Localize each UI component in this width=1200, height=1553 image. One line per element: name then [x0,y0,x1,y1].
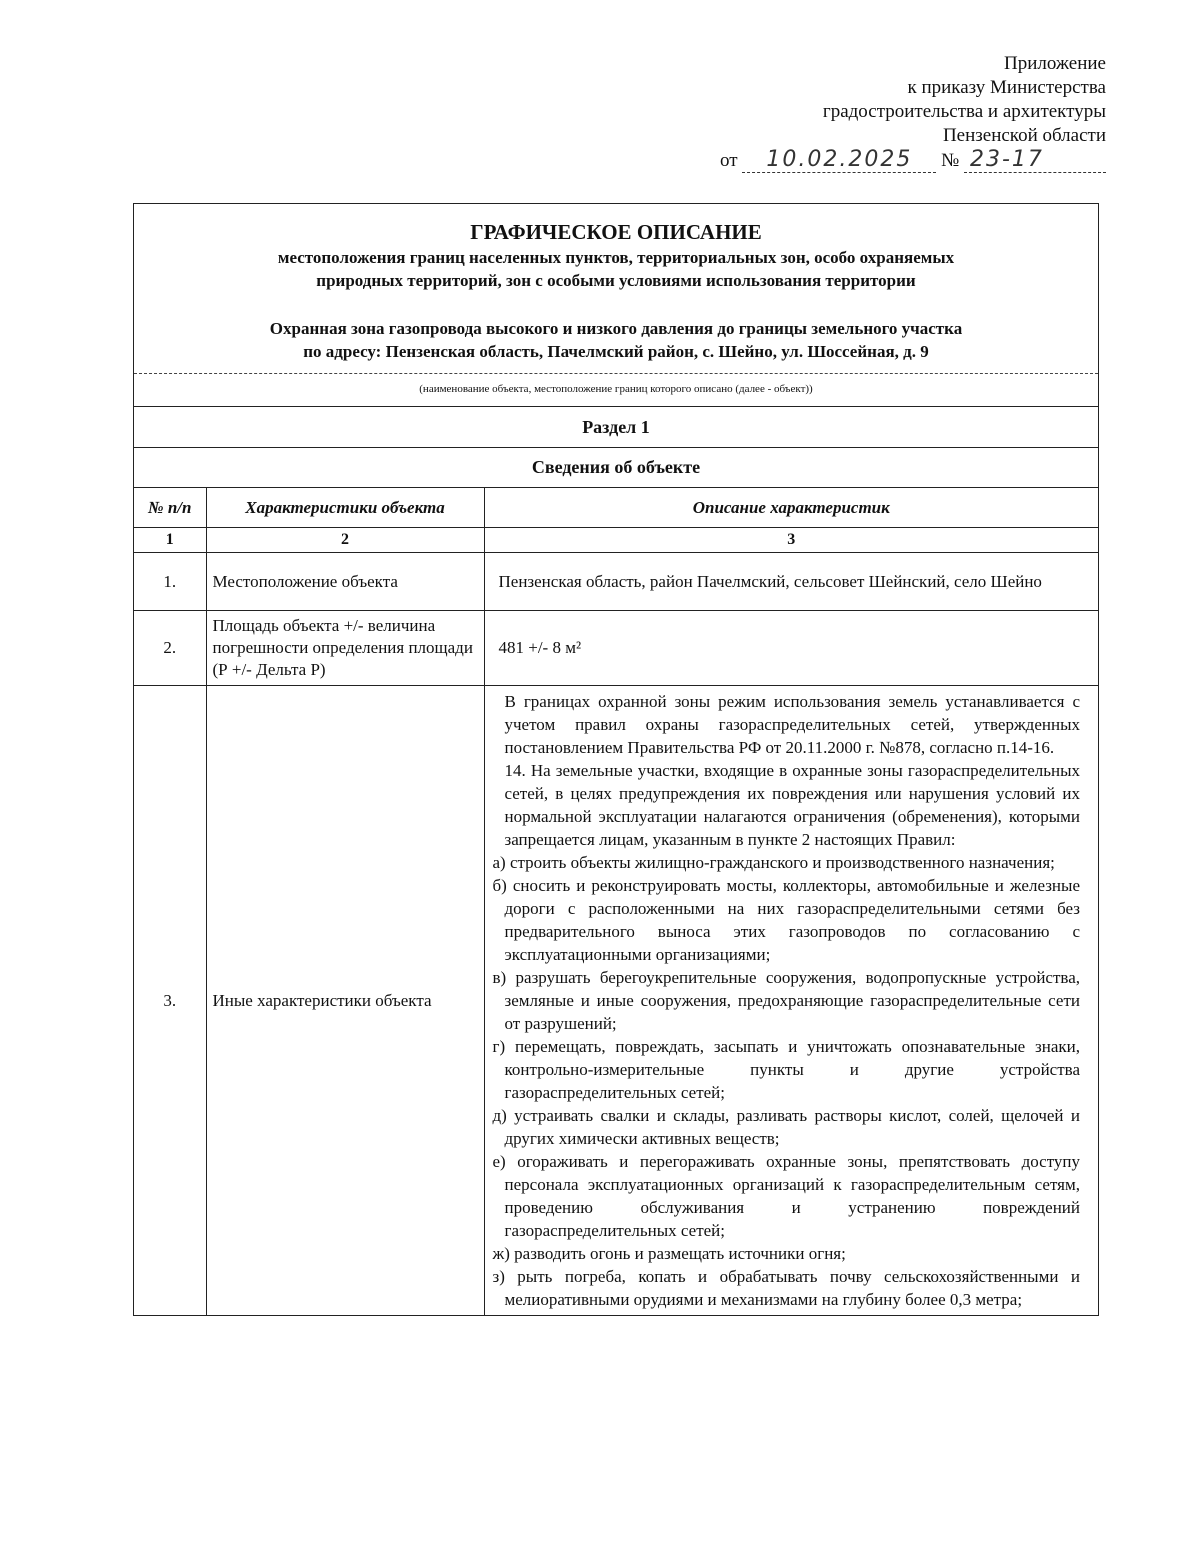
restriction-paragraph: В границах охранной зоны режим использования земель устанавливается с учетом правил охраны газораспределительных сетей, утвержденных постановлением Правительства РФ от 20.11.2000 г. №878, согласно п.14-16. [504,692,1080,757]
document-frame [133,203,1099,1316]
object-name-line-1: Охранная зона газопровода высокого и низкого давления до границы земельного участка [269,319,963,338]
column-header: № п/п [134,488,206,528]
restriction-item: а) строить объекты жилищно-гражданского и производственного назначения; [492,853,1055,872]
table-header-row [134,488,1098,528]
row-description: 481 +/- 8 м² [484,611,1098,686]
restriction-item: б) сносить и реконструировать мосты, коллекторы, автомобильные и железные дороги с расположенными на них газораспределительными сетями без предварительного выноса этих газопроводов по согласованию с эксплуатационными организациями; [492,876,1080,964]
restriction-item: д) устраивать свалки и склады, разливать растворы кислот, солей, щелочей и других химически активных веществ; [492,1106,1080,1148]
appendix-line: Приложение [1004,53,1106,74]
column-number: 3 [484,528,1098,553]
order-date: 10.02.2025 [742,148,936,173]
document-header [134,204,1098,373]
column-number-row [134,528,1098,553]
row-characteristic: Иные характеристики объекта [206,686,484,1316]
document-subtitle-line-2: природных территорий, зон с особыми условиями использования территории [316,271,916,290]
table-row [134,686,1098,1316]
document-subtitle-line-1: местоположения границ населенных пунктов, территориальных зон, особо охраняемых [277,248,955,267]
row-characteristic: Местоположение объекта [206,553,484,611]
number-label: № [941,150,960,171]
row-number: 2. [134,611,206,686]
section-subtitle: Сведения об объекте [134,448,1098,488]
ot-label: от [720,150,738,171]
object-caption: (наименование объекта, местоположение границ которого описано (далее - объект)) [134,376,1098,407]
order-number: 23-17 [964,148,1106,173]
restriction-item: з) рыть погреба, копать и обрабатывать почву сельскохозяйственными и мелиоративными орудиями и механизмами на глубину более 0,3 метра; [492,1267,1080,1309]
row-number: 3. [134,686,206,1316]
column-header: Описание характеристик [484,488,1098,528]
row-number: 1. [134,553,206,611]
row-description [484,686,1098,1316]
row-description: Пензенская область, район Пачелмский, сельсовет Шейнский, село Шейно [484,553,1098,611]
order-date-number [720,148,1106,173]
restriction-item: г) перемещать, повреждать, засыпать и уничтожать опознавательные знаки, контрольно-измерительные пункты и другие устройства газораспределительных сетей; [492,1037,1080,1102]
row-characteristic: Площадь объекта +/- величина погрешности определения площади (Р +/- Дельта Р) [206,611,484,686]
object-info-table [134,488,1098,1315]
section-title: Раздел 1 [134,407,1098,448]
table-row [134,553,1098,611]
restriction-paragraph: 14. На земельные участки, входящие в охранные зоны газораспределительных сетей, в целях предупреждения их повреждения или нарушения условий их нормальной эксплуатации налагаются ограничения (обременения), которыми запрещается лицам, указанным в пункте 2 настоящих Правил: [504,761,1080,849]
restriction-item: ж) разводить огонь и размещать источники огня; [492,1244,846,1263]
appendix-line: к приказу Министерства [907,77,1106,98]
column-number: 2 [206,528,484,553]
appendix-block [720,52,1106,173]
column-number: 1 [134,528,206,553]
object-name-line-2: по адресу: Пензенская область, Пачелмский район, с. Шейно, ул. Шоссейная, д. 9 [303,342,929,361]
restriction-item: е) огораживать и перегораживать охранные зоны, препятствовать доступу персонала эксплуатационных организаций к газораспределительным сетям, проведению обслуживания и устранению повреждений газораспределительных сетей; [492,1152,1080,1240]
column-header: Характеристики объекта [206,488,484,528]
restriction-item: в) разрушать берегоукрепительные сооружения, водопропускные устройства, земляные и иные сооружения, предохраняющие газораспределительные сети от разрушений; [492,968,1080,1033]
document-title: ГРАФИЧЕСКОЕ ОПИСАНИЕ [470,220,762,244]
appendix-line: градостроительства и архитектуры [822,101,1106,122]
appendix-line: Пензенской области [942,125,1106,146]
table-row [134,611,1098,686]
